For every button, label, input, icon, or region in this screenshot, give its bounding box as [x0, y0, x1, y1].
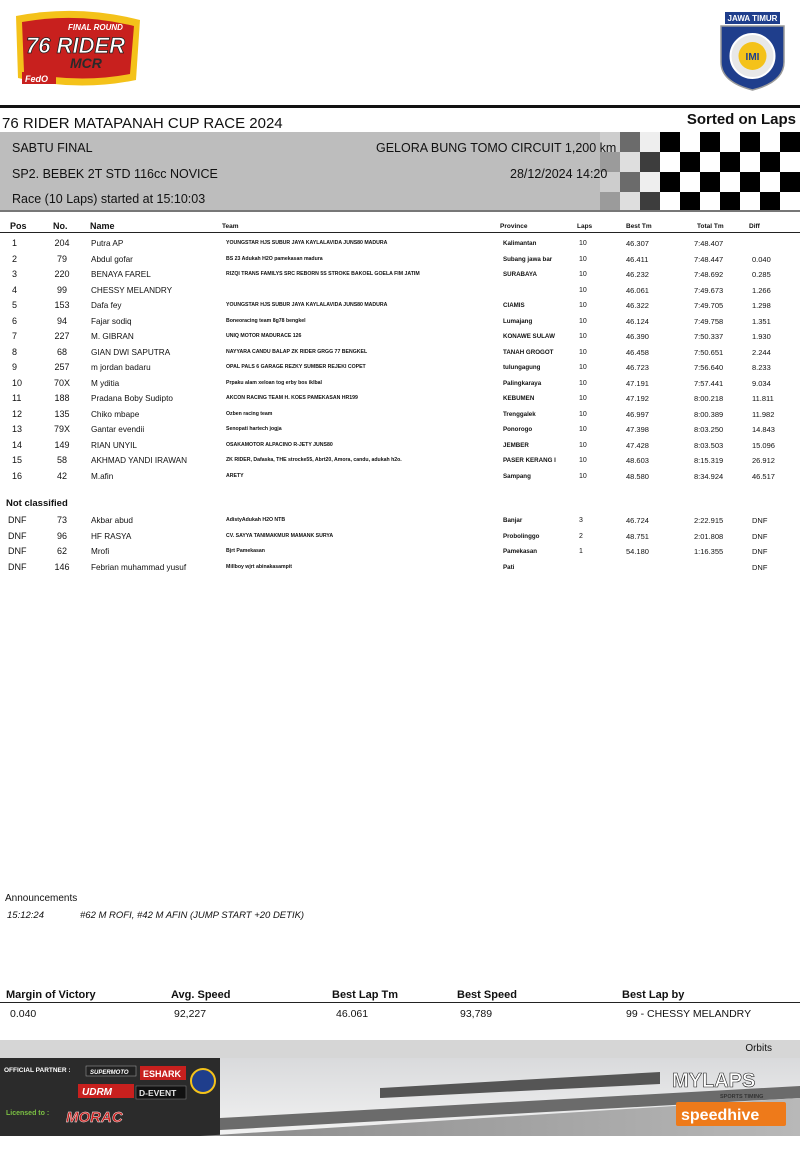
- cell-total: 7:49.758: [694, 316, 724, 326]
- cell-total: 7:57.441: [694, 378, 724, 388]
- cell-best: 46.723: [626, 363, 649, 372]
- cell-team: OPAL PALS 6 GARAGE REZKY SUMBER REJEKI COPET: [226, 364, 366, 370]
- summary-best-speed-value: 93,789: [460, 1008, 493, 1020]
- event-title: 76 RIDER MATAPANAH CUP RACE 2024: [2, 115, 283, 132]
- col-header-team: Team: [222, 223, 239, 230]
- cell-no: 146: [54, 561, 70, 572]
- cell-pos: 6: [12, 315, 18, 326]
- cell-best: 46.232: [626, 270, 649, 279]
- cell-total: 7:49.705: [694, 301, 724, 310]
- cell-laps: 10: [579, 348, 587, 356]
- orbits-bar: [0, 1040, 800, 1058]
- cell-laps: 10: [579, 240, 587, 247]
- event-logo-fedo: FedO: [25, 74, 49, 84]
- table-row: [0, 345, 800, 360]
- cell-name: GIAN DWI SAPUTRA: [91, 347, 171, 357]
- cell-name: CHESSY MELANDRY: [91, 285, 173, 295]
- cell-diff: 15.096: [752, 440, 775, 450]
- summary-header-margin: Margin of Victory: [6, 989, 96, 1001]
- cell-pos: 3: [12, 269, 18, 279]
- cell-total: 7:48.692: [694, 270, 724, 279]
- cell-laps: 10: [579, 395, 587, 402]
- cell-team: Senopati hartech jogja: [226, 426, 282, 432]
- imi-logo-top: JAWA TIMUR: [727, 14, 778, 23]
- cell-name: Pradana Boby Sudipto: [91, 394, 173, 403]
- cell-total: 7:50.337: [694, 332, 724, 341]
- cell-diff: 1.930: [752, 332, 771, 341]
- cell-name: AKHMAD YANDI IRAWAN: [91, 456, 187, 465]
- cell-no: 42: [56, 470, 67, 481]
- licensee-logo: MORAC: [66, 1109, 123, 1126]
- cell-pos: 16: [12, 470, 23, 481]
- table-row: [0, 283, 800, 298]
- cell-team: UNIQ MOTOR MADURACE 126: [226, 333, 302, 339]
- cell-laps: 10: [579, 333, 587, 340]
- cell-no: 94: [56, 315, 67, 326]
- cell-diff: 26.912: [752, 456, 775, 465]
- cell-pos: 11: [12, 393, 22, 403]
- summary-header-avg-speed: Avg. Speed: [171, 989, 231, 1001]
- cell-best: 46.997: [626, 409, 649, 419]
- cell-pos: 15: [12, 455, 23, 465]
- cell-team: ZK RIDER, Dafaska, THE strocke55, Abrt20, Amora, candu, adukah h2o.: [226, 457, 402, 463]
- cell-no: 79: [56, 253, 67, 264]
- announcements-heading: Announcements: [5, 893, 78, 904]
- cell-laps: 3: [579, 517, 583, 524]
- table-row: [0, 529, 800, 544]
- cell-province: SURABAYA: [503, 271, 537, 278]
- cell-no: 204: [54, 238, 70, 248]
- cell-no: 70X: [53, 377, 70, 388]
- cell-diff: 1.298: [752, 301, 771, 310]
- cell-diff: DNF: [752, 516, 768, 525]
- sorted-label: Sorted on Laps: [686, 111, 796, 128]
- cell-diff: DNF: [752, 562, 768, 572]
- table-row: [0, 544, 800, 559]
- cell-best: 47.192: [626, 394, 649, 403]
- cell-name: BENAYA FAREL: [91, 270, 151, 279]
- partner-label: OFFICIAL PARTNER :: [4, 1067, 71, 1074]
- cell-province: KEBUMEN: [503, 395, 535, 402]
- cell-team: Ozben racing team: [226, 410, 273, 417]
- col-header-pos: Pos: [10, 221, 27, 231]
- cell-laps: 10: [579, 286, 587, 294]
- partner-eshark: ESHARK: [143, 1069, 182, 1079]
- cell-best: 46.411: [626, 254, 649, 264]
- cell-no: 62: [56, 546, 67, 556]
- cell-name: M. GIBRAN: [91, 332, 134, 341]
- cell-province: Ponorogo: [503, 426, 533, 433]
- race-circuit: GELORA BUNG TOMO CIRCUIT 1,200 km: [376, 141, 617, 155]
- cell-laps: 1: [579, 548, 583, 555]
- cell-best: 47.428: [626, 440, 649, 450]
- cell-team: AdistyAdukah H2O NTB: [226, 517, 286, 523]
- cell-diff: 8.233: [752, 363, 771, 372]
- cell-total: 8:03.250: [694, 425, 724, 434]
- summary-header-best-lap: Best Lap Tm: [332, 989, 399, 1001]
- cell-team: YOUNGSTAR HJS SUBUR JAYA KAYLALAVIDA JUNS80 MADURA: [226, 302, 388, 308]
- table-row: [0, 267, 800, 282]
- cell-best: 48.580: [626, 471, 649, 481]
- col-header-province: Province: [500, 223, 528, 230]
- cell-best: 46.061: [626, 285, 649, 295]
- table-row: [0, 298, 800, 313]
- cell-pos: DNF: [8, 561, 27, 572]
- cell-province: Subang jawa bar: [503, 255, 553, 263]
- summary-header-best-speed: Best Speed: [457, 989, 517, 1001]
- cell-no: 153: [54, 300, 70, 310]
- cell-team: AKCON RACING TEAM H. KOES PAMEKASAN HR199: [226, 395, 358, 401]
- summary-header-best-lap-by: Best Lap by: [622, 989, 685, 1001]
- cell-best: 46.322: [626, 301, 649, 310]
- table-row: [0, 391, 800, 406]
- cell-pos: DNF: [8, 530, 27, 541]
- cell-name: RIAN UNYIL: [91, 440, 137, 450]
- cell-best: 46.307: [626, 239, 649, 248]
- cell-team: ARETY: [226, 472, 244, 479]
- not-classified-heading: Not classified: [6, 498, 68, 509]
- cell-best: 46.124: [626, 316, 649, 326]
- cell-laps: 2: [579, 532, 583, 540]
- summary-margin-value: 0.040: [10, 1008, 37, 1020]
- cell-province: Lumajang: [503, 317, 533, 325]
- col-header-best: Best Tm: [626, 223, 652, 230]
- cell-total: 7:49.673: [694, 285, 724, 295]
- sponsor-banner: [0, 1058, 800, 1136]
- cell-diff: DNF: [752, 531, 768, 541]
- cell-team: RIZQI TRANS FAMILYS SRC REBORN 5S STROKE BAKOEL GOELA FIM JATIM: [226, 271, 420, 277]
- cell-team: BS 23 Adukah H2O pamekasan madura: [226, 255, 323, 262]
- cell-name: Putra AP: [91, 239, 124, 248]
- cell-no: 257: [54, 362, 70, 372]
- table-row: [0, 469, 800, 484]
- cell-no: 135: [54, 408, 70, 419]
- cell-team: NAYYARA CANDU BALAP ZK RIDER GRGG 77 BENGKEL: [226, 348, 368, 355]
- cell-best: 47.398: [626, 425, 649, 434]
- cell-name: HF RASYA: [91, 531, 132, 541]
- event-logo-mcr: MCR: [70, 55, 102, 71]
- mylaps-logo: MYLAPS: [672, 1070, 756, 1092]
- cell-name: Dafa fey: [91, 301, 122, 310]
- cell-province: KONAWE SULAW: [503, 333, 555, 340]
- race-datetime: 28/12/2024 14:20: [510, 167, 608, 181]
- cell-no: 58: [56, 455, 67, 465]
- partner-devent: D-EVENT: [139, 1088, 177, 1098]
- table-row: [0, 329, 800, 344]
- cell-best: 47.191: [626, 378, 649, 388]
- event-logo-main: 76 RIDER: [26, 33, 126, 58]
- cell-province: TANAH GROGOT: [503, 348, 554, 356]
- cell-best: 46.458: [626, 347, 649, 357]
- cell-province: Palingkaraya: [503, 379, 542, 387]
- cell-laps: 10: [579, 426, 587, 433]
- cell-name: Abdul gofar: [91, 254, 133, 264]
- header-divider: [0, 232, 800, 233]
- cell-no: 96: [56, 530, 67, 541]
- cell-diff: 9.034: [752, 378, 771, 388]
- cell-pos: 2: [12, 253, 18, 264]
- orbits-label: Orbits: [745, 1043, 772, 1054]
- cell-best: 46.390: [626, 332, 649, 341]
- race-info-box: [0, 132, 800, 212]
- cell-no: 220: [54, 269, 70, 279]
- table-row: [0, 314, 800, 329]
- cell-total: 8:15.319: [694, 456, 724, 465]
- cell-total: 7:56.640: [694, 363, 724, 372]
- cell-laps: 10: [579, 457, 587, 464]
- cell-team: Prpaku alam xeloan tog erby bos iklbal: [226, 379, 322, 386]
- imi-logo: [715, 10, 790, 92]
- cell-diff: 1.266: [752, 285, 771, 295]
- table-row: [0, 422, 800, 437]
- table-row: [0, 513, 800, 528]
- imi-logo-letters: IMI: [745, 52, 760, 63]
- cell-total: 8:34.924: [694, 471, 724, 481]
- cell-no: 99: [56, 284, 67, 295]
- cell-no: 68: [56, 346, 67, 357]
- cell-total: 7:50.651: [694, 347, 724, 357]
- cell-pos: 5: [12, 300, 18, 310]
- cell-total: 8:00.218: [694, 394, 724, 403]
- cell-laps: 10: [579, 410, 587, 418]
- cell-province: Kalimantan: [503, 240, 537, 247]
- cell-name: Fajar sodiq: [91, 316, 132, 326]
- event-logo-top: FINAL ROUND: [68, 23, 123, 32]
- title-bar: [0, 105, 800, 132]
- table-row: [0, 407, 800, 422]
- cell-team: Bjrt Pamekasan: [226, 548, 265, 554]
- announcement-text: #62 M ROFI, #42 M AFIN (JUMP START +20 DETIK): [80, 910, 305, 921]
- cell-no: 188: [54, 393, 70, 403]
- cell-province: tulungagung: [503, 364, 541, 371]
- cell-pos: 9: [12, 362, 18, 372]
- cell-no: 73: [56, 515, 67, 525]
- summary-avg-speed-value: 92,227: [174, 1008, 207, 1020]
- summary-divider: [0, 1002, 800, 1003]
- table-row: [0, 438, 800, 453]
- table-row: [0, 252, 800, 267]
- cell-province: Pamekasan: [503, 548, 538, 555]
- cell-pos: 13: [12, 424, 23, 434]
- cell-pos: DNF: [8, 515, 27, 525]
- cell-name: Akbar abud: [91, 516, 133, 525]
- cell-name: Mrofi: [91, 547, 110, 556]
- cell-team: CV. SAYYA TANIMAKMUR MAMANK SURYA: [226, 532, 334, 539]
- cell-laps: 10: [579, 271, 587, 278]
- cell-pos: 14: [12, 439, 23, 450]
- cell-laps: 10: [579, 255, 587, 263]
- cell-name: M yditia: [91, 378, 120, 388]
- cell-best: 48.603: [626, 456, 649, 465]
- cell-total: 2:22.915: [694, 516, 724, 525]
- cell-no: 79X: [53, 424, 70, 434]
- partner-imi-badge: [191, 1069, 215, 1093]
- cell-best: 46.724: [626, 516, 649, 525]
- col-header-laps: Laps: [577, 223, 593, 230]
- cell-province: Sampang: [503, 472, 531, 480]
- cell-diff: 11.982: [752, 409, 775, 419]
- event-logo: [8, 8, 148, 90]
- col-header-diff: Diff: [749, 223, 760, 230]
- cell-diff: DNF: [752, 547, 768, 556]
- cell-team: Boneoracing team 8g78 bengkel: [226, 317, 306, 324]
- summary-best-lap-value: 46.061: [336, 1008, 369, 1020]
- col-header-total: Total Tm: [697, 223, 724, 230]
- cell-diff: 11.811: [752, 394, 774, 403]
- col-header-no: No.: [53, 221, 68, 231]
- cell-diff: 0.285: [752, 270, 771, 279]
- cell-pos: 1: [12, 238, 18, 248]
- speedhive-logo: speedhive: [681, 1107, 760, 1124]
- cell-province: Probolinggo: [503, 532, 540, 540]
- table-row: [0, 453, 800, 468]
- cell-total: 8:00.389: [694, 409, 724, 419]
- cell-laps: 10: [579, 379, 587, 387]
- licensed-label: Licensed to :: [6, 1110, 50, 1117]
- cell-team: Millboy wjrt abinakasampit: [226, 563, 293, 570]
- cell-diff: 2.244: [752, 347, 771, 357]
- cell-province: JEMBER: [503, 441, 529, 449]
- cell-diff: 46.517: [752, 471, 775, 481]
- cell-total: 2:01.808: [694, 531, 724, 541]
- cell-name: M.afin: [91, 471, 114, 481]
- summary-best-lap-by-value: 99 - CHESSY MELANDRY: [626, 1008, 752, 1020]
- cell-name: Chiko mbape: [91, 409, 140, 419]
- cell-name: Febrian muhammad yusuf: [91, 562, 187, 572]
- cell-province: Trenggalek: [503, 410, 536, 418]
- table-row: [0, 376, 800, 391]
- cell-province: Pati: [503, 563, 515, 571]
- cell-total: 1:16.355: [694, 547, 724, 556]
- col-header-name: Name: [90, 221, 115, 231]
- table-row: [0, 236, 800, 251]
- cell-total: 8:03.503: [694, 440, 724, 450]
- cell-province: Banjar: [503, 517, 523, 524]
- cell-province: CIAMIS: [503, 302, 525, 309]
- cell-diff: 14.843: [752, 425, 775, 434]
- table-row: [0, 360, 800, 375]
- partner-supermoto: SUPERMOTO: [90, 1070, 129, 1076]
- cell-laps: 10: [579, 441, 587, 449]
- cell-team: OSAKAMOTOR ALPACINO R-JETY JUNS80: [226, 441, 333, 448]
- race-day: SABTU FINAL: [12, 141, 93, 155]
- cell-pos: 7: [12, 331, 18, 341]
- table-row: [0, 560, 800, 575]
- announcement-time: 15:12:24: [7, 910, 44, 921]
- cell-laps: 10: [579, 364, 587, 371]
- cell-laps: 10: [579, 302, 587, 309]
- cell-diff: 0.040: [752, 254, 771, 264]
- cell-total: 7:48.447: [694, 254, 724, 264]
- cell-name: m jordan badaru: [91, 363, 151, 372]
- cell-pos: DNF: [8, 546, 27, 556]
- cell-pos: 8: [12, 346, 18, 357]
- cell-diff: 1.351: [752, 316, 771, 326]
- checkered-flag-icon: [600, 132, 800, 212]
- cell-best: 54.180: [626, 547, 649, 556]
- mylaps-sub: SPORTS TIMING: [720, 1094, 764, 1100]
- cell-pos: 4: [12, 284, 18, 295]
- cell-province: PASER KERANG I: [503, 457, 556, 464]
- cell-no: 227: [54, 331, 70, 341]
- cell-no: 149: [54, 439, 70, 450]
- cell-laps: 10: [579, 472, 587, 480]
- cell-pos: 12: [12, 408, 23, 419]
- cell-name: Gantar evendii: [91, 425, 145, 434]
- race-class: SP2. BEBEK 2T STD 116cc NOVICE: [12, 167, 218, 181]
- cell-total: 7:48.407: [694, 239, 724, 248]
- partner-udrm: UDRM: [82, 1087, 112, 1098]
- cell-pos: 10: [12, 377, 23, 388]
- cell-laps: 10: [579, 317, 587, 325]
- cell-team: YOUNGSTAR HJS SUBUR JAYA KAYLALAVIDA JUNS80 MADURA: [226, 240, 388, 246]
- race-start: Race (10 Laps) started at 15:10:03: [12, 192, 206, 206]
- cell-best: 48.751: [626, 531, 649, 541]
